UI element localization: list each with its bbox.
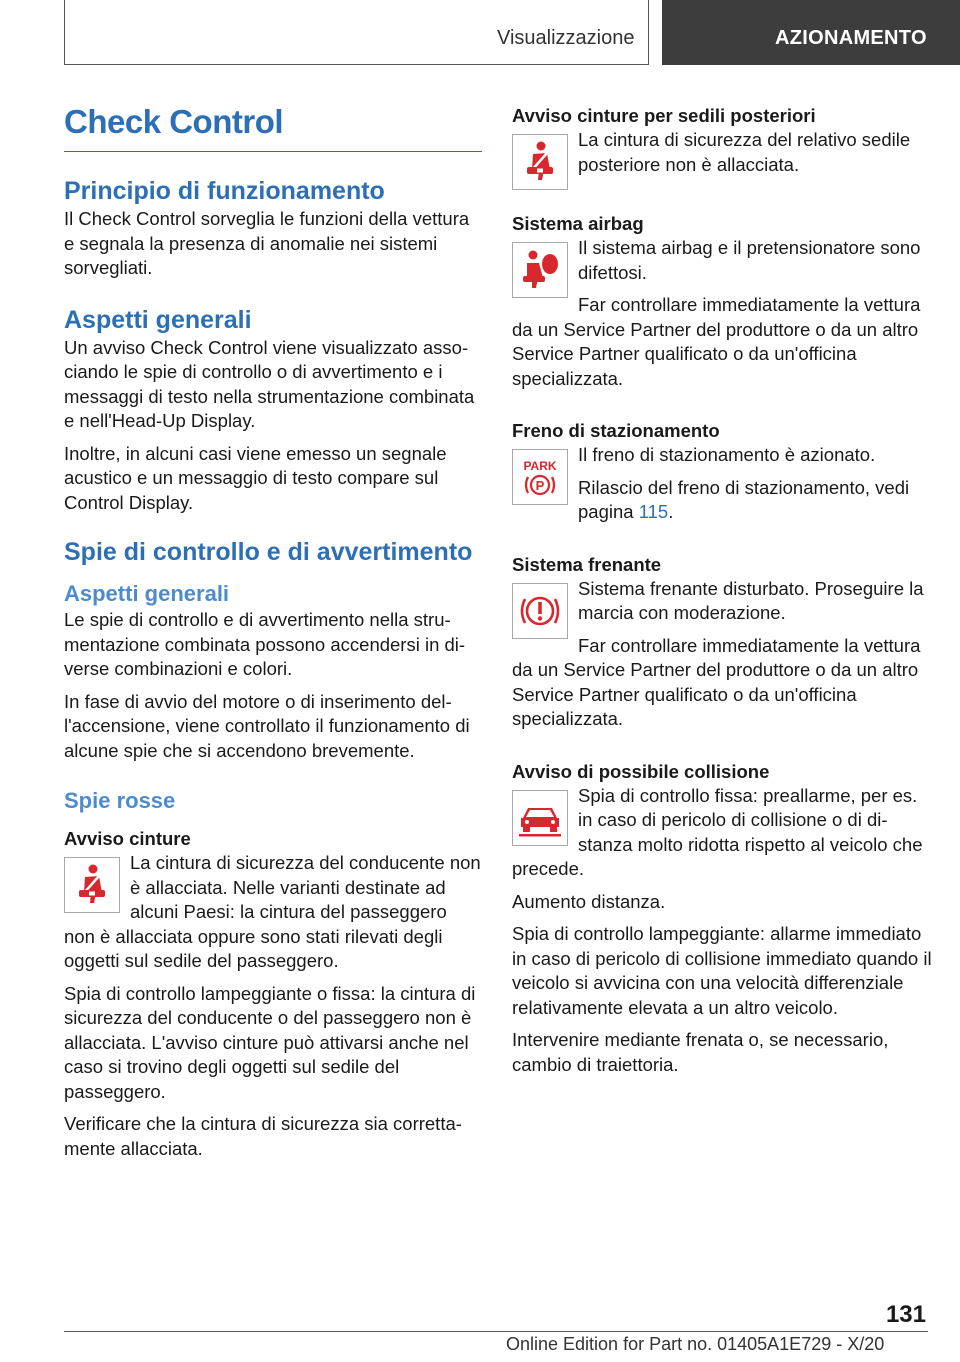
rear-belt-entry bbox=[512, 128, 932, 192]
page-115-link[interactable]: 115 bbox=[638, 501, 669, 522]
header-chapter-tab: AZIONAMENTO bbox=[662, 0, 960, 65]
parking-brake-icon bbox=[512, 449, 568, 505]
parking-brake-entry bbox=[512, 443, 932, 533]
brake-system-paragraph-2: Far controllare immediatamente la vettura da un Service Partner del produttore o da un altro Service Partner qualificato o da un'officina specializzata. bbox=[512, 634, 921, 729]
left-column bbox=[64, 100, 482, 1169]
general-paragraph-1: Un avviso Check Control viene visualizzato associando le spie di controllo o di avvertimento e i messaggi di testo nella strumentazione combinata e nell'Head-Up Display. bbox=[64, 336, 475, 431]
airbag-icon bbox=[512, 242, 568, 298]
general-paragraph-2: Inoltre, in alcuni casi viene emesso un segnale acustico e un messaggio di testo compare sul Control Display. bbox=[64, 442, 447, 513]
belt-warning-heading: Avviso cinture bbox=[64, 828, 191, 849]
general-heading: Aspetti generali bbox=[64, 305, 252, 334]
brake-system-icon bbox=[512, 583, 568, 639]
parking-brake-paragraph-2 bbox=[512, 476, 932, 525]
collision-paragraph-2: Aumento distanza. bbox=[512, 890, 666, 912]
red-lamps-heading: Spie rosse bbox=[64, 788, 176, 813]
belt-paragraph-2: Spia di controllo lampeggiante o fissa: la cintura di sicurezza del conducente o del passeggero non è allacciata. L'avviso cinture può attivarsi anche nel caso si trovino degli oggetti sul sedile del passeggero. bbox=[64, 982, 476, 1102]
page-title: Check Control bbox=[64, 100, 482, 152]
airbag-paragraph-2: Far controllare immediatamente la vettura da un Service Partner del produttore o da un altro Service Partner qualificato o da un'officina specializzata. bbox=[512, 294, 921, 389]
belt-paragraph-1: La cintura di sicurezza del conducente non è allacciata. Nelle varianti destinate ad alcuni Paesi: la cintura del passeggero non è allacciata oppure sono stati rilevati degli oggetti sul sedile del passeggero. bbox=[64, 852, 481, 971]
rear-belt-heading: Avviso cinture per sedili posteriori bbox=[512, 105, 816, 126]
brake-system-entry bbox=[512, 577, 932, 740]
collision-warning-icon bbox=[512, 790, 568, 846]
belt-paragraph-3: Verificare che la cintura di sicurezza sia correttamente allacciata. bbox=[64, 1113, 462, 1159]
collision-paragraph-1: Spia di controllo fissa: preallarme, per es. in caso di pericolo di collisione o di distanza molto ridotta rispetto al veicolo che precede. bbox=[512, 784, 923, 879]
principle-heading: Principio di funzionamento bbox=[64, 177, 385, 205]
airbag-heading: Sistema airbag bbox=[512, 213, 644, 234]
collision-warning-entry bbox=[512, 784, 932, 890]
belt-warning-entry bbox=[64, 851, 482, 982]
parking-brake-ref-text: Rilascio del freno di stazionamento, vedi pagina bbox=[578, 476, 910, 522]
parking-brake-paragraph-1: Il freno di stazionamento è azionato. bbox=[578, 444, 876, 465]
header-section-label: Visualizzazione bbox=[497, 27, 635, 49]
brake-system-heading: Sistema frenante bbox=[512, 553, 662, 575]
rear-belt-paragraph: La cintura di sicurezza del relativo sedile posteriore non è allacciata. bbox=[578, 129, 911, 175]
park-icon-letter: P bbox=[535, 478, 545, 493]
brake-system-paragraph-1: Sistema frenante disturbato. Proseguire la marcia con moderazione. bbox=[578, 577, 924, 623]
airbag-entry bbox=[512, 236, 932, 399]
page-number: 131 bbox=[885, 1301, 926, 1328]
airbag-paragraph-1: Il sistema airbag e il pretensionatore sono difettosi. bbox=[578, 237, 921, 283]
lamps-paragraph-2: In fase di avvio del motore o di inserimento dell'accensione, viene controllato il funzionamento di alcune spie che si accendono brevemente. bbox=[64, 690, 470, 761]
seatbelt-icon bbox=[64, 857, 120, 913]
footer-divider bbox=[64, 1331, 928, 1332]
collision-paragraph-4: Intervenire mediante frenata o, se necessario, cambio di traiettoria. bbox=[512, 1029, 889, 1075]
lamps-paragraph-1: Le spie di controllo e di avvertimento nella strumentazione combinata possono accendersi in diverse combinazioni e colori. bbox=[64, 609, 466, 679]
collision-paragraph-3: Spia di controllo lampeggiante: allarme immediato in caso di pericolo di collisione immediato quando il veicolo si avvicina con una velocità differenziale relativamente elevata a un altro veicolo. bbox=[512, 923, 932, 1018]
lamps-heading: Spie di controllo e di avvertimento bbox=[64, 538, 473, 566]
parking-brake-ref-end: . bbox=[668, 501, 674, 522]
parking-brake-heading: Freno di stazionamento bbox=[512, 420, 720, 441]
right-column bbox=[512, 100, 932, 1085]
park-icon-label: PARK bbox=[523, 459, 557, 473]
principle-text: Il Check Control sorveglia le funzioni della vettura e segnala la presenza di anomalie nei sistemi sorvegliati. bbox=[64, 208, 470, 278]
edition-footer: Online Edition for Part no. 01405A1E729 - X/20 bbox=[506, 1334, 885, 1354]
rear-seatbelt-icon bbox=[512, 134, 568, 190]
collision-warning-heading: Avviso di possibile collisione bbox=[512, 760, 770, 782]
lamps-subheading: Aspetti generali bbox=[64, 581, 230, 606]
